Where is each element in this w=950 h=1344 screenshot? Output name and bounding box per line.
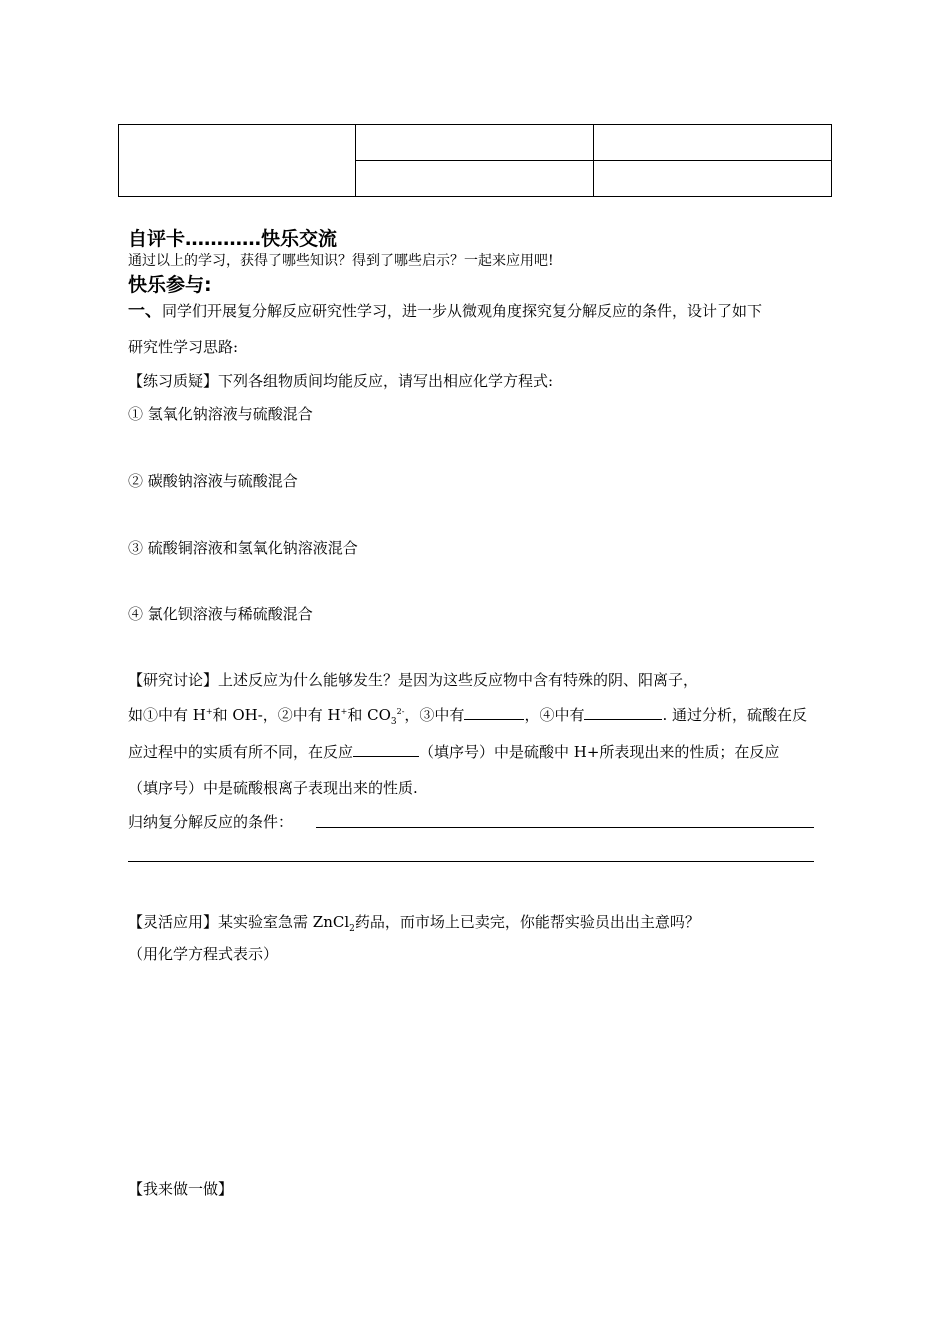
discuss-line-2 (128, 705, 807, 727)
discuss-text: （填序号）中是硫酸中 H+所表现出来的性质；在反应 (419, 743, 780, 761)
self-eval-title: 自评卡…………快乐交流 (128, 228, 338, 250)
answer-blank[interactable] (353, 742, 419, 757)
table-cell (356, 125, 594, 161)
discuss-text: 应过程中的实质有所不同，在反应 (128, 743, 354, 761)
practice-intro (128, 372, 553, 390)
question-1-number: 一、 (128, 301, 162, 321)
table-cell (119, 125, 356, 197)
answer-blank[interactable] (584, 705, 662, 720)
superscript: + (340, 707, 348, 716)
question-1-text: 同学们开展复分解反应研究性学习，进一步从微观角度探究复分解反应的条件，设计了如下 (162, 302, 763, 320)
table-cell (594, 161, 832, 197)
subscript: 2 (349, 924, 355, 934)
superscript: + (205, 707, 213, 716)
discuss-text: 和 OH-，②中有 H (212, 706, 341, 724)
discuss-text: ，④中有 (524, 706, 585, 724)
discuss-text: 和 CO (347, 706, 391, 724)
apply-text: 药品，而市场上已卖完，你能帮实验员出出主意吗？ (354, 913, 700, 931)
discuss-line-3 (128, 742, 779, 761)
practice-label: 【练习质疑】 (128, 372, 219, 390)
question-1 (128, 302, 762, 320)
practice-item: ② 碳酸钠溶液与硫酸混合 (128, 472, 298, 490)
apply-line-1 (128, 913, 700, 934)
subscript: 3 (390, 717, 397, 727)
superscript: 2- (396, 707, 405, 716)
table-row (119, 125, 832, 161)
apply-label: 【灵活应用】 (128, 913, 219, 931)
apply-text: 某实验室急需 ZnCl (218, 913, 350, 931)
table-cell (356, 161, 594, 197)
top-table (118, 124, 832, 197)
participate-title: 快乐参与: (128, 274, 212, 296)
practice-item: ③ 硫酸铜溶液和氢氧化钠溶液混合 (128, 539, 358, 557)
discuss-line-4: （填序号）中是硫酸根离子表现出来的性质. (128, 779, 418, 797)
question-1-text-cont: 研究性学习思路: (128, 338, 239, 356)
do-it-label: 【我来做一做】 (128, 1180, 234, 1198)
practice-text: 下列各组物质间均能反应，请写出相应化学方程式: (218, 372, 554, 390)
discuss-text: 上述反应为什么能够发生？是因为这些反应物中含有特殊的阴、阳离子， (218, 671, 699, 689)
table-cell (594, 125, 832, 161)
discuss-line-1 (128, 671, 698, 689)
answer-blank[interactable] (464, 705, 524, 720)
summary-label: 归纳复分解反应的条件： (128, 813, 294, 831)
discuss-text: . 通过分析，硫酸在反 (662, 706, 807, 724)
summary-answer-line[interactable] (316, 827, 814, 828)
self-eval-intro: 通过以上的学习，获得了哪些知识？得到了哪些启示？一起来应用吧! (128, 253, 554, 269)
practice-item: ④ 氯化钡溶液与稀硫酸混合 (128, 605, 313, 623)
practice-item: ① 氢氧化钠溶液与硫酸混合 (128, 405, 313, 423)
discuss-label: 【研究讨论】 (128, 671, 219, 689)
discuss-text: ，③中有 (404, 706, 465, 724)
summary-answer-line[interactable] (128, 861, 814, 862)
apply-line-2: （用化学方程式表示） (128, 945, 279, 963)
discuss-text: 如①中有 H (128, 706, 206, 724)
